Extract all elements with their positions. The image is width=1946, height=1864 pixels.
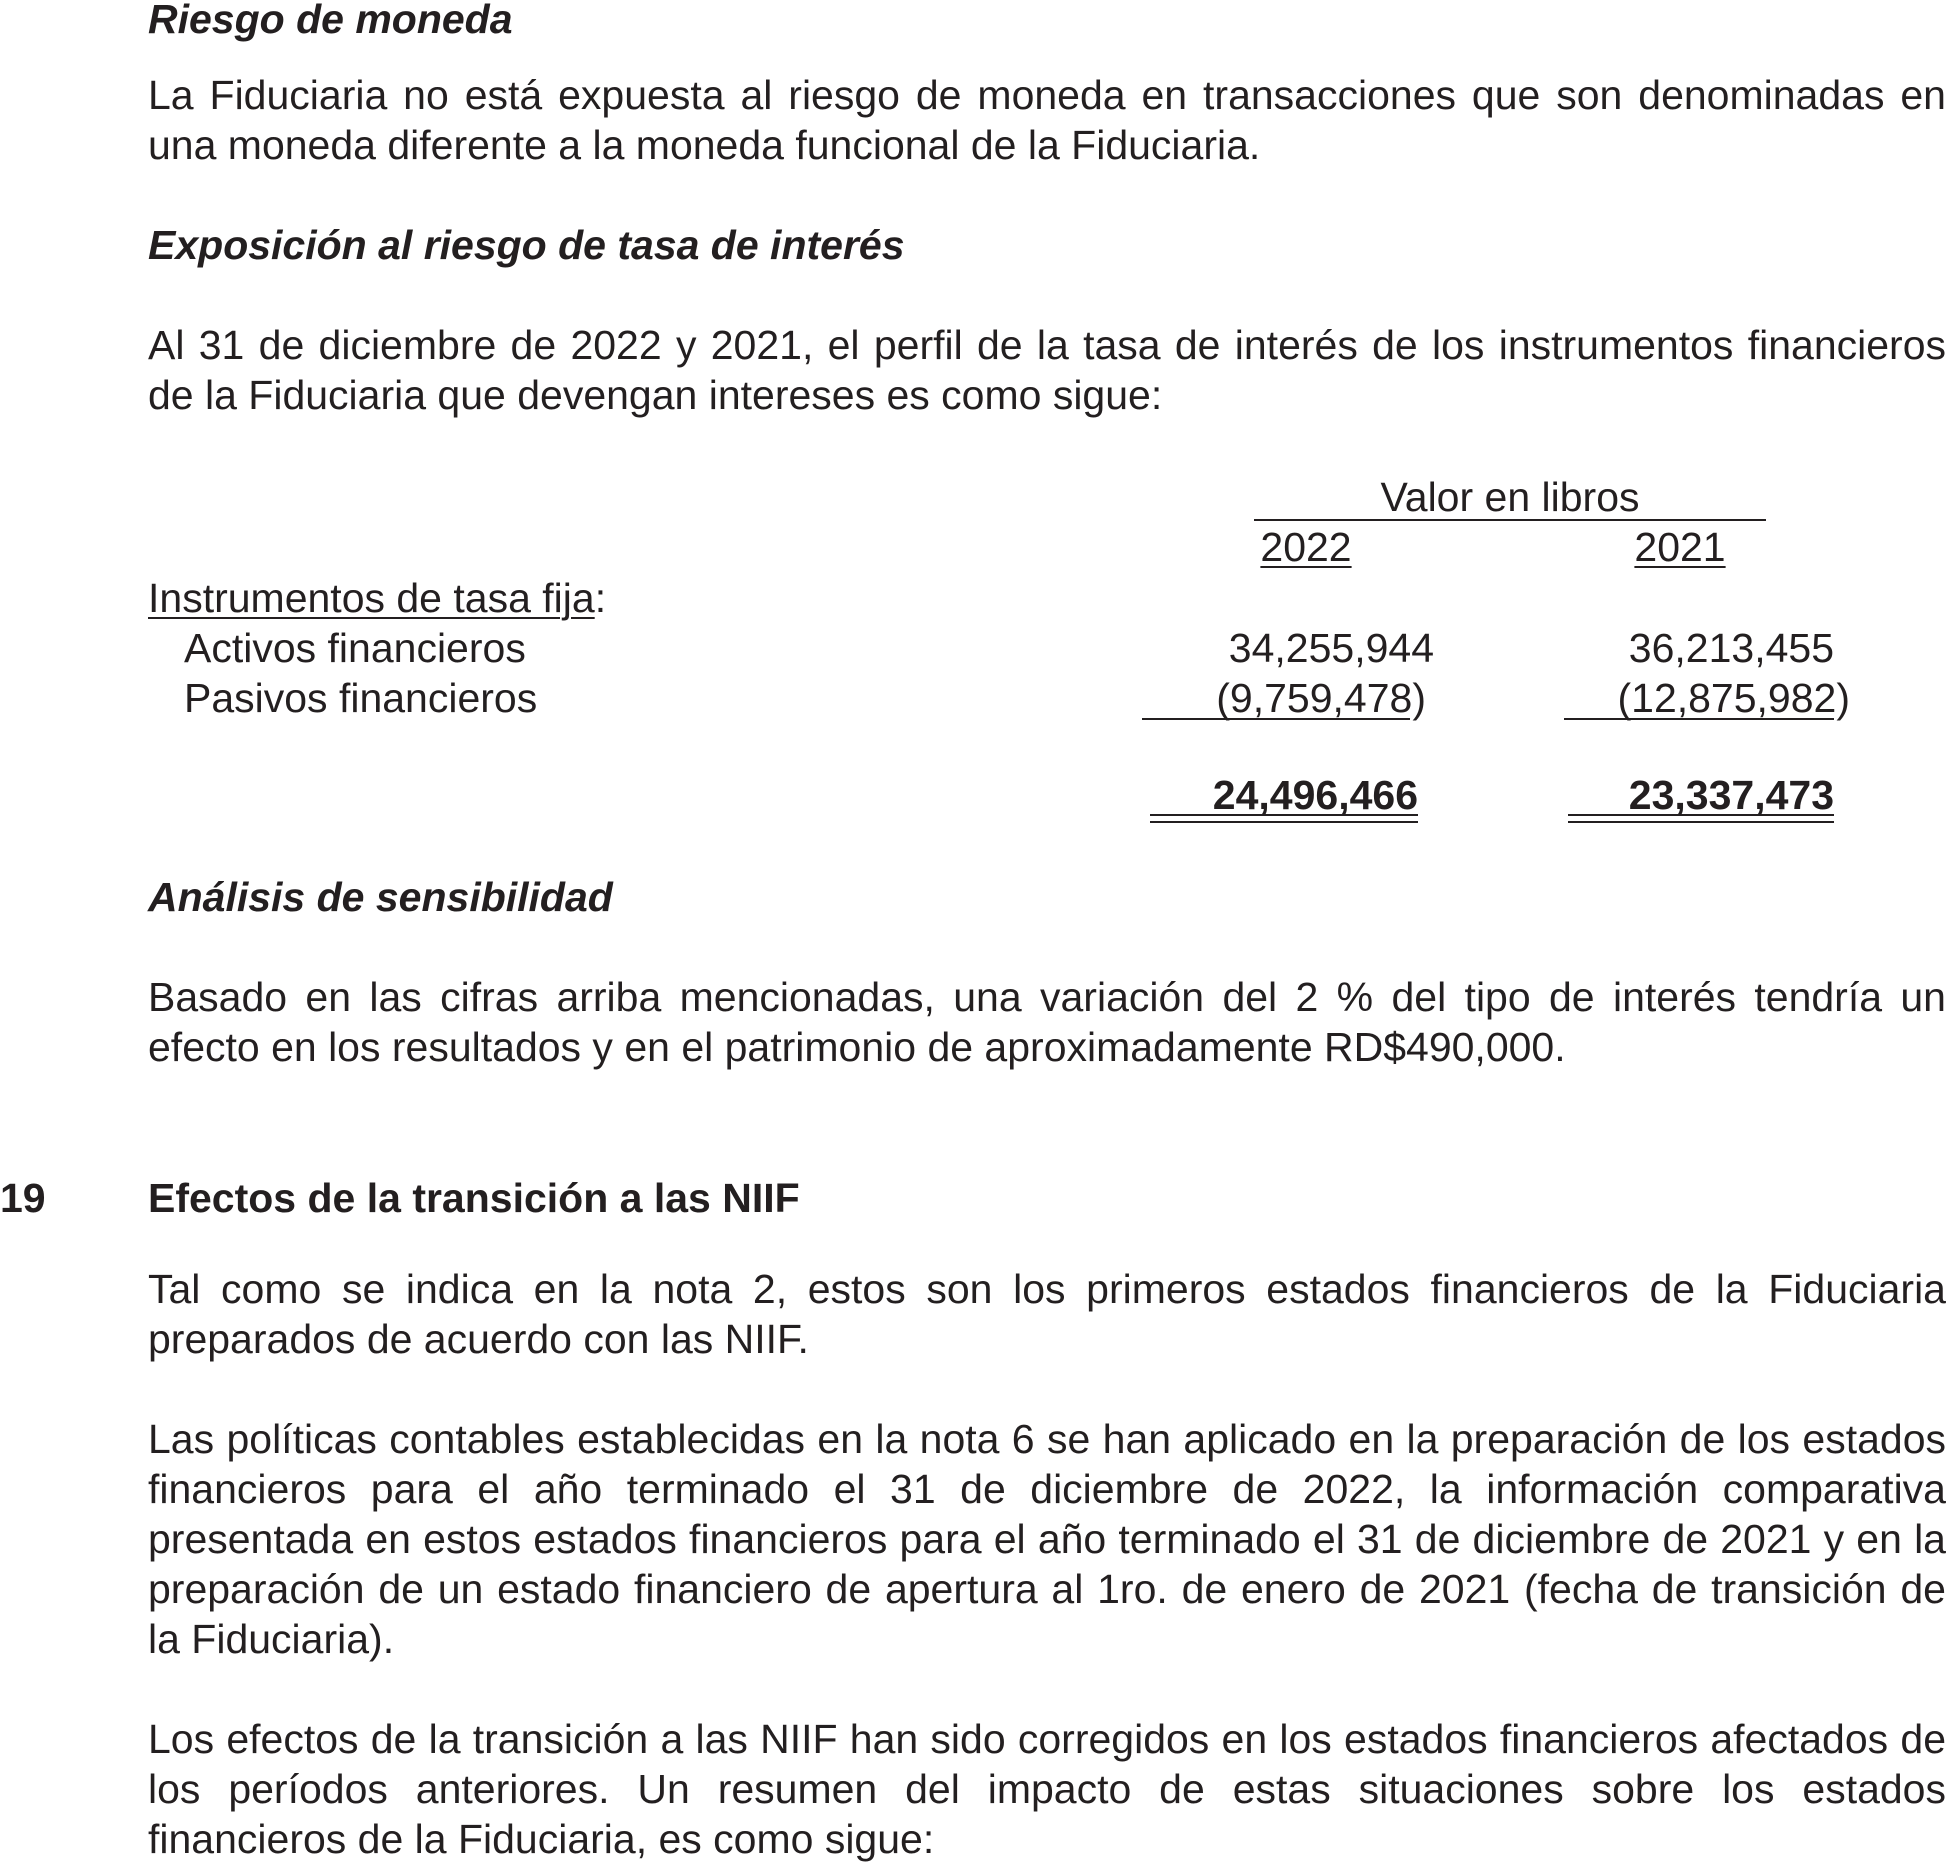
heading-sensitivity-analysis: Análisis de sensibilidad: [148, 874, 613, 920]
subtotal-rule-2022: [1142, 718, 1410, 720]
total-double-rule-2022: [1150, 814, 1418, 823]
total-2021: 23,337,473: [1628, 772, 1834, 818]
subtotal-rule-2021: [1564, 718, 1834, 720]
column-header-2021: 2021: [1634, 524, 1726, 570]
paragraph-currency-risk: La Fiduciaria no está expuesta al riesgo de moneda en transacciones que son denominadas en una moneda diferente a la moneda funcional de la Fiduciaria.: [148, 72, 1946, 168]
section-label-fixed-rate: [148, 573, 606, 623]
total-2022: 24,496,466: [1212, 772, 1418, 818]
value-assets-2022: 34,255,944: [1228, 625, 1434, 671]
paragraph-note19-effects: Los efectos de la transición a las NIIF han sido corregidos en los estados financieros afectados de los períodos anteriores. Un resumen del impacto de estas situaciones sobre los estados financieros de la Fiduciaria, es como sigue:: [148, 1716, 1946, 1862]
value-liabilities-2022: (9,759,478): [1216, 675, 1426, 721]
value-liabilities-2021: (12,875,982): [1617, 675, 1850, 721]
total-double-rule-2021: [1568, 814, 1834, 823]
value-assets-2021: 36,213,455: [1628, 625, 1834, 671]
section-label-text: Instrumentos de tasa fija: [148, 575, 595, 621]
row-label-financial-assets: Activos financieros: [184, 625, 526, 671]
paragraph-note19-intro: Tal como se indica en la nota 2, estos son los primeros estados financieros de la Fiduciaria preparados de acuerdo con las NIIF.: [148, 1266, 1946, 1362]
table-group-header: Valor en libros: [1380, 474, 1640, 520]
row-label-financial-liabilities: Pasivos financieros: [184, 675, 538, 721]
paragraph-note19-policies: Las políticas contables establecidas en la nota 6 se han aplicado en la preparación de los estados financieros para el año terminado el 31 de diciembre de 2022, la información comparativa presentada en estos estados financieros para el año terminado el 31 de diciembre de 2021 y en la preparación de un estado financiero de apertura al 1ro. de enero de 2021 (fecha de transición de la Fiduciaria).: [148, 1416, 1946, 1662]
column-header-2022: 2022: [1260, 524, 1352, 570]
group-header-rule: [1254, 519, 1766, 521]
note-title: Efectos de la transición a las NIIF: [148, 1175, 800, 1221]
heading-currency-risk: Riesgo de moneda: [148, 0, 513, 42]
paragraph-interest-rate-risk: Al 31 de diciembre de 2022 y 2021, el perfil de la tasa de interés de los instrumentos financieros de la Fiduciaria que devengan intereses es como sigue:: [148, 322, 1946, 418]
paragraph-sensitivity: Basado en las cifras arriba mencionadas, una variación del 2 % del tipo de interés tendría un efecto en los resultados y en el patrimonio de aproximadamente RD$490,000.: [148, 974, 1946, 1070]
heading-interest-rate-risk: Exposición al riesgo de tasa de interés: [148, 222, 905, 268]
section-label-colon: :: [594, 575, 607, 621]
note-number: 19: [0, 1175, 46, 1221]
